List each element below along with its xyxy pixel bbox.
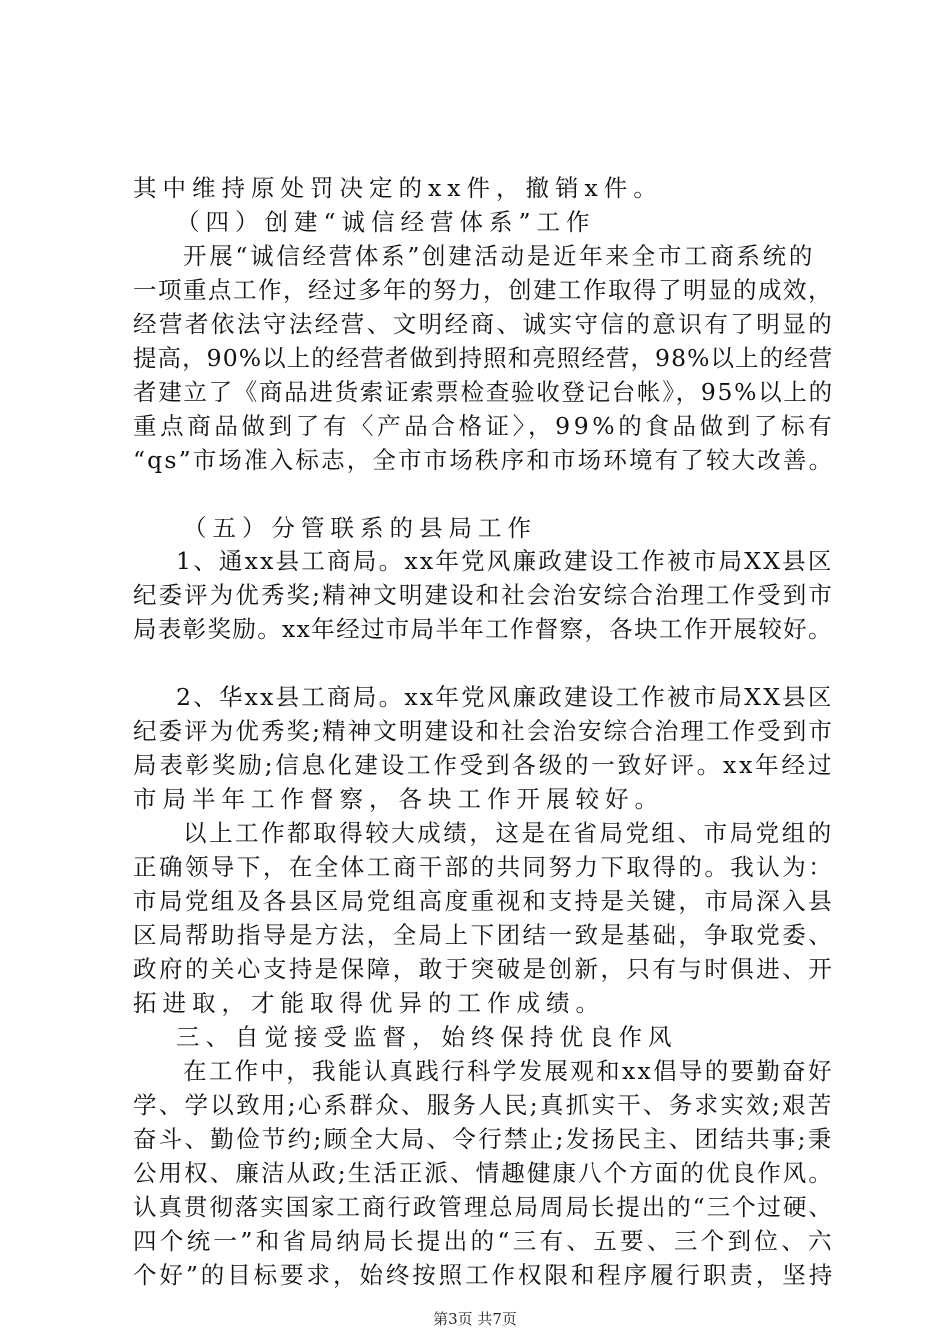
text-line: 正确领导下，在全体工商干部的共同努力下取得的。我认为： [133, 853, 835, 881]
text-line: 拓进取，才能取得优异的工作成绩。 [133, 989, 605, 1017]
text-line: 局表彰奖励。xx年经过市局半年工作督察，各块工作开展较好。 [133, 615, 833, 643]
section-heading: （四）创建“诚信经营体系”工作 [176, 208, 596, 236]
text-line: 认真贯彻落实国家工商行政管理总局周局长提出的“三个过硬、 [133, 1193, 834, 1221]
section-heading: （五）分管联系的县局工作 [183, 514, 537, 542]
text-line: 奋斗、勤俭节约;顾全大局、令行禁止;发扬民主、团结共事;秉 [133, 1125, 834, 1153]
section-heading: 三、自觉接受监督，始终保持优良作风 [176, 1023, 678, 1051]
text-line: 公用权、廉洁从政;生活正派、情趣健康八个方面的优良作风。 [133, 1159, 834, 1187]
text-line: 其中维持原处罚决定的xx件，撤销x件。 [133, 174, 663, 202]
text-line: 1、通xx县工商局。xx年党风廉政建设工作被市局XX县区 [176, 547, 834, 575]
text-line: 学、学以致用;心系群众、服务人民;真抓实干、务求实效;艰苦 [133, 1091, 834, 1119]
page-number: 第3页 共7页 [433, 1310, 517, 1328]
text-line: 开展“诚信经营体系”创建活动是近年来全市工商系统的 [183, 242, 816, 270]
text-line: 纪委评为优秀奖;精神文明建设和社会治安综合治理工作受到市 [133, 717, 834, 745]
text-line: 市局半年工作督察，各块工作开展较好。 [133, 785, 664, 813]
text-line: 纪委评为优秀奖;精神文明建设和社会治安综合治理工作受到市 [133, 581, 834, 609]
text-line: 四个统一”和省局纳局长提出的“三有、五要、三个到位、六 [133, 1227, 835, 1255]
text-line: 者建立了《商品进货索证索票检查验收登记台帐》，95%以上的 [133, 378, 834, 406]
text-line: 个好”的目标要求，始终按照工作权限和程序履行职责，坚持 [133, 1261, 836, 1289]
text-line: 一项重点工作，经过多年的努力，创建工作取得了明显的成效， [133, 276, 833, 304]
text-line: 提高，90%以上的经营者做到持照和亮照经营，98%以上的经营 [133, 344, 834, 372]
text-line: 市局党组及各县区局党组高度重视和支持是关键，市局深入县 [133, 887, 835, 915]
text-line: 以上工作都取得较大成绩，这是在省局党组、市局党组的 [183, 819, 834, 847]
text-line: 重点商品做到了有〈产品合格证〉，99%的食品做到了标有 [133, 412, 836, 440]
text-line: 局表彰奖励;信息化建设工作受到各级的一致好评。xx年经过 [133, 751, 835, 779]
text-line: 在工作中，我能认真践行科学发展观和xx倡导的要勤奋好 [183, 1057, 834, 1085]
text-line: 经营者依法守法经营、文明经商、诚实守信的意识有了明显的 [133, 310, 835, 338]
text-line: 区局帮助指导是方法，全局上下团结一致是基础，争取党委、 [133, 921, 835, 949]
text-line: “qs”市场准入标志，全市市场秩序和市场环境有了较大改善。 [133, 446, 835, 474]
text-line: 政府的关心支持是保障，敢于突破是创新，只有与时俱进、开 [133, 955, 835, 983]
text-line: 2、华xx县工商局。xx年党风廉政建设工作被市局XX县区 [176, 683, 834, 711]
